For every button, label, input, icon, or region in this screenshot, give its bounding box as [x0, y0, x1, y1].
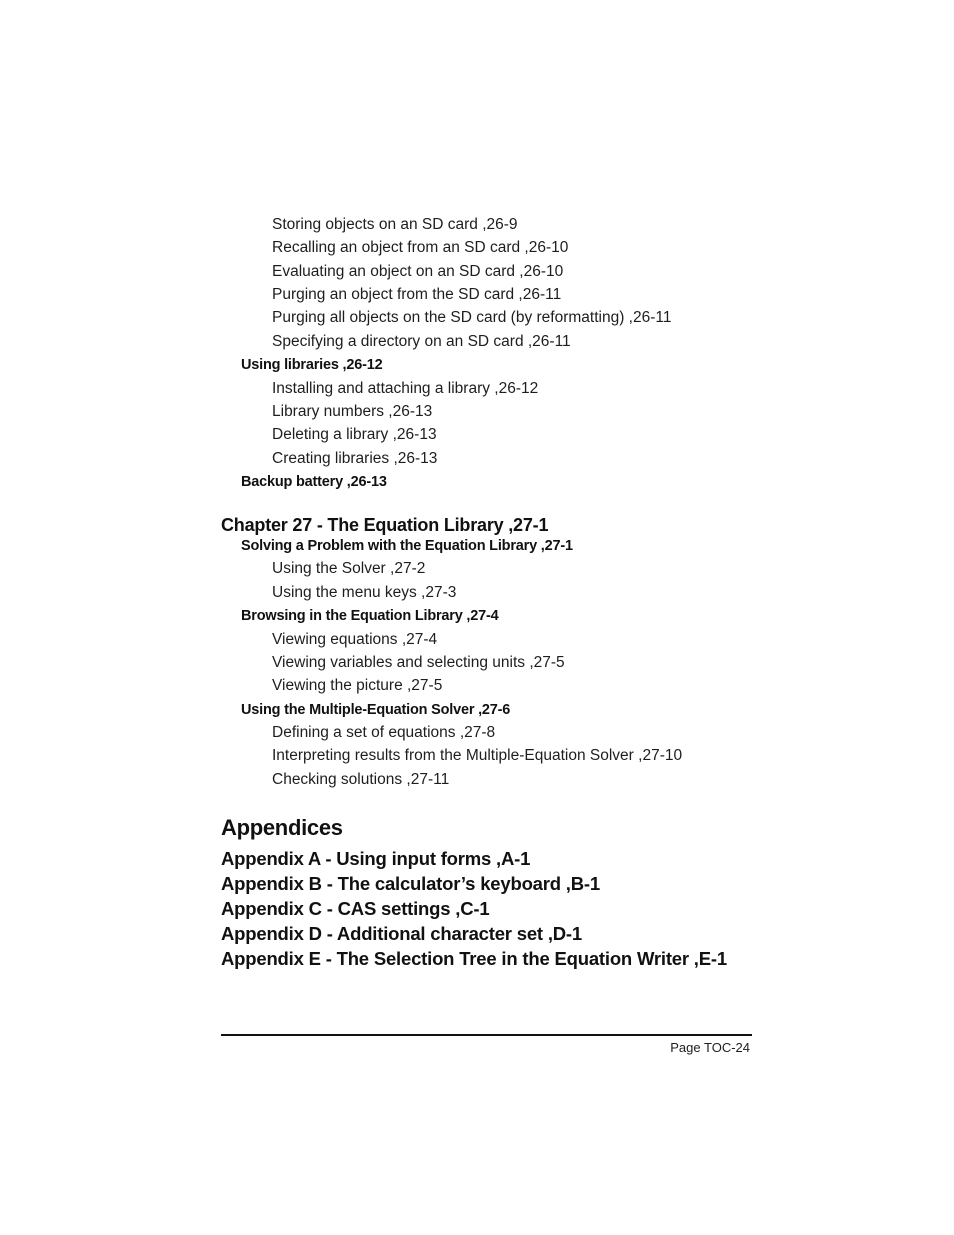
toc-entry-purging-object[interactable]: Purging an object from the SD card ,26-11 — [272, 286, 562, 303]
toc-section-browsing-library[interactable]: Browsing in the Equation Library ,27-4 — [241, 608, 499, 624]
toc-entry-purging-all-objects[interactable]: Purging all objects on the SD card (by reformatting) ,26-11 — [272, 309, 672, 326]
toc-entry-storing-objects[interactable]: Storing objects on an SD card ,26-9 — [272, 216, 518, 233]
toc-chapter-27[interactable]: Chapter 27 - The Equation Library ,27-1 — [221, 515, 549, 535]
toc-entry-using-solver[interactable]: Using the Solver ,27-2 — [272, 560, 426, 577]
toc-entry-installing-library[interactable]: Installing and attaching a library ,26-12 — [272, 380, 539, 397]
toc-entry-library-numbers[interactable]: Library numbers ,26-13 — [272, 403, 433, 420]
toc-entry-specifying-directory[interactable]: Specifying a directory on an SD card ,26-11 — [272, 333, 571, 350]
toc-appendix-e[interactable]: Appendix E - The Selection Tree in the Equation Writer ,E-1 — [221, 948, 727, 969]
toc-appendix-a[interactable]: Appendix A - Using input forms ,A-1 — [221, 848, 531, 869]
toc-entry-evaluating-object[interactable]: Evaluating an object on an SD card ,26-10 — [272, 263, 564, 280]
toc-section-solving-problem[interactable]: Solving a Problem with the Equation Library ,27-1 — [241, 538, 573, 554]
toc-section-multiple-equation-solver[interactable]: Using the Multiple-Equation Solver ,27-6 — [241, 702, 511, 718]
toc-appendix-d[interactable]: Appendix D - Additional character set ,D-1 — [221, 923, 582, 944]
toc-entry-recalling-object[interactable]: Recalling an object from an SD card ,26-10 — [272, 239, 569, 256]
toc-entry-defining-equations[interactable]: Defining a set of equations ,27-8 — [272, 724, 496, 741]
toc-appendix-b[interactable]: Appendix B - The calculator’s keyboard ,B-1 — [221, 873, 600, 894]
toc-entry-viewing-equations[interactable]: Viewing equations ,27-4 — [272, 631, 438, 648]
toc-entry-viewing-picture[interactable]: Viewing the picture ,27-5 — [272, 677, 443, 694]
toc-entry-checking-solutions[interactable]: Checking solutions ,27-11 — [272, 771, 450, 788]
toc-appendix-c[interactable]: Appendix C - CAS settings ,C-1 — [221, 898, 490, 919]
page-number: Page TOC-24 — [670, 1040, 750, 1055]
toc-entry-viewing-variables[interactable]: Viewing variables and selecting units ,27-5 — [272, 654, 565, 671]
appendices-heading: Appendices — [221, 815, 343, 840]
toc-section-using-libraries[interactable]: Using libraries ,26-12 — [241, 357, 383, 373]
toc-entry-interpreting-results[interactable]: Interpreting results from the Multiple-Equation Solver ,27-10 — [272, 747, 683, 764]
footer-divider — [221, 1034, 752, 1036]
toc-section-backup-battery[interactable]: Backup battery ,26-13 — [241, 474, 387, 490]
toc-entry-using-menu-keys[interactable]: Using the menu keys ,27-3 — [272, 584, 457, 601]
toc-entry-deleting-library[interactable]: Deleting a library ,26-13 — [272, 426, 437, 443]
toc-entry-creating-libraries[interactable]: Creating libraries ,26-13 — [272, 450, 438, 467]
